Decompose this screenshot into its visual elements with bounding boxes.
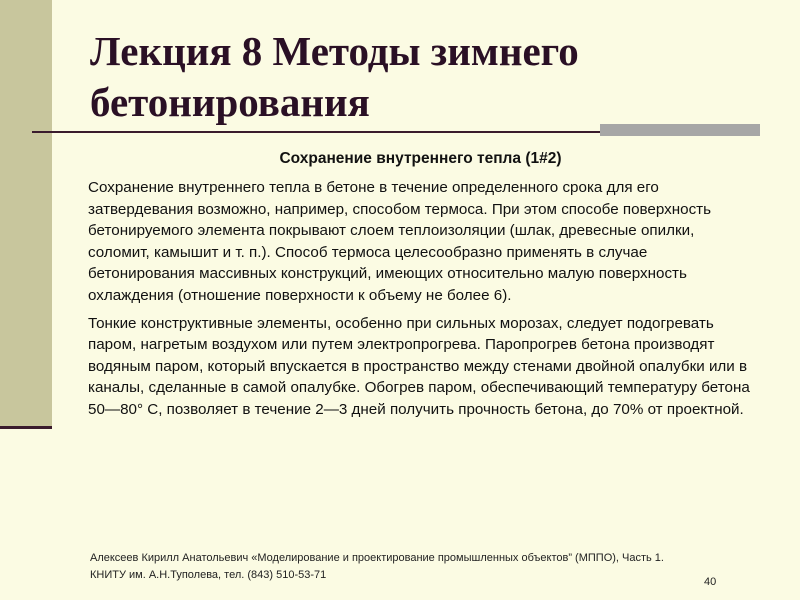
- title-topic-line2: бетонирования: [90, 79, 370, 125]
- title-topic-line1: Методы зимнего: [272, 28, 579, 74]
- slide-body: [88, 177, 756, 427]
- side-decoration-line: [0, 426, 52, 429]
- body-paragraph-2: Тонкие конструктивные элементы, особенно при сильных морозах, следует подогревать паром, нагретым воздухом или путем электропрогрева. Паропрогрев бетона производят водяным паром, который впускается в пространство между стенами двойной опалубки или в каналы, сделанные в самой опалубке. Обогрев паром, обеспечивающий температуру бетона 50—80° С, позволяет в течение 2—3 дней получить прочность бетона, до 70% от проектной.: [88, 314, 750, 418]
- footer-contact-line: КНИТУ им. А.Н.Туполева, тел. (843) 510-53-71: [90, 568, 327, 581]
- slide-footer: [90, 550, 750, 583]
- title-divider-accent: [600, 124, 760, 136]
- title-lecture-number: Лекция 8: [90, 28, 273, 74]
- page-number: 40: [704, 576, 717, 588]
- body-paragraph-1: Сохранение внутреннего тепла в бетоне в течение определенного срока для его затвердевания возможно, например, способом термоса. При этом способе поверхность бетонируемого элемента покрывают слоем теплоизоляции (шлак, древесные опилки, соломит, камышит и т. п.). Способ термоса целесообразно применять в случае бетонирования массивных конструкций, имеющих относительно малую поверхность охлаждения (отношение поверхности к объему не более 6).: [88, 179, 712, 304]
- slide-title: [90, 26, 780, 128]
- slide-subtitle: Сохранение внутреннего тепла (1#2): [279, 150, 562, 167]
- footer-author-line: Алексеев Кирилл Анатольевич «Моделирование и проектирование промышленных объектов” (МППО), Часть 1.: [90, 552, 664, 564]
- side-decoration-bar: [0, 0, 52, 428]
